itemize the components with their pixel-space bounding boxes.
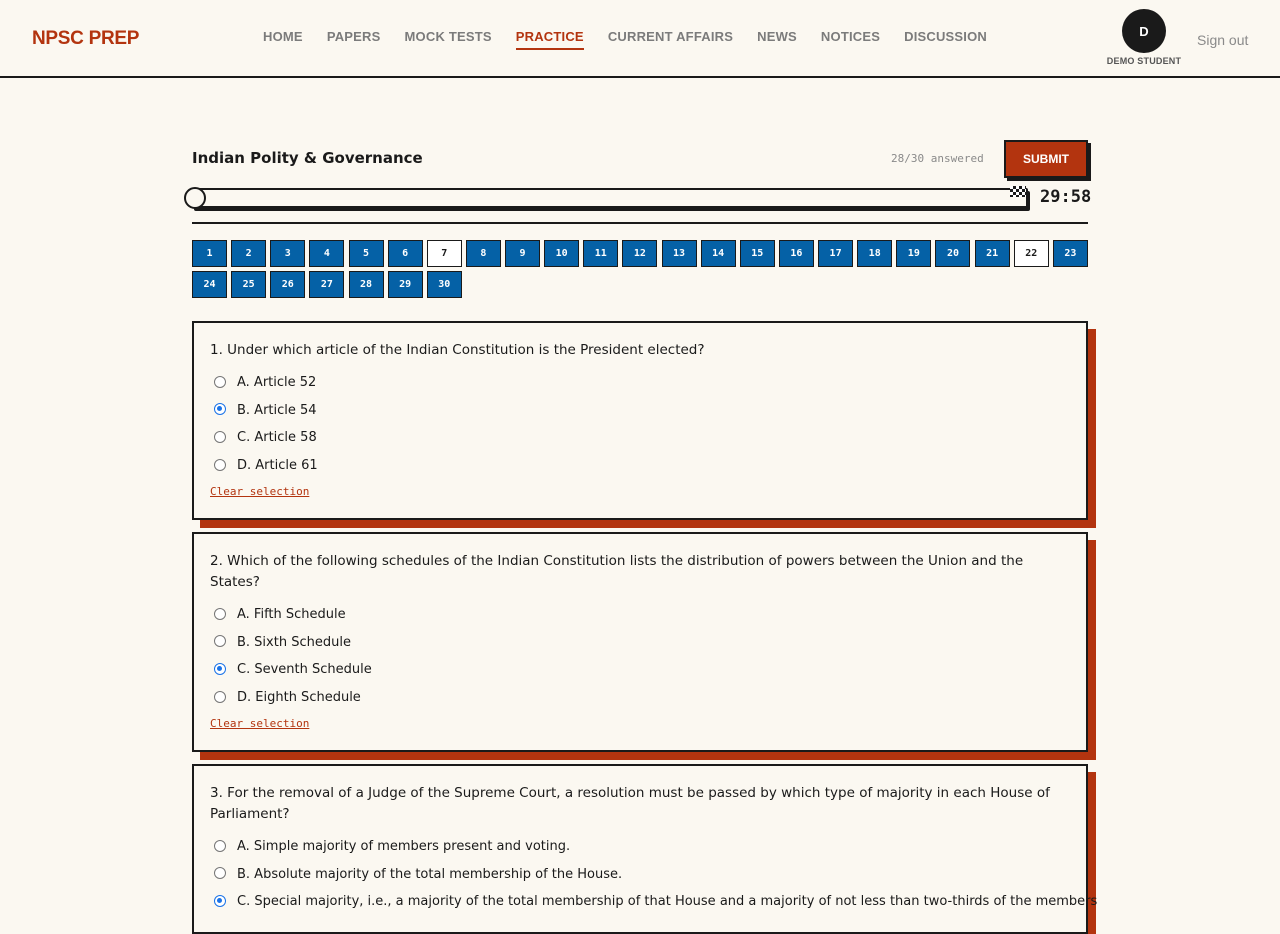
question-nav-button[interactable]: 28	[349, 271, 384, 298]
radio-button[interactable]	[214, 403, 226, 415]
option-label[interactable]: D. Article 61	[237, 458, 318, 474]
question-card	[192, 321, 1088, 520]
option-row[interactable]	[210, 601, 1070, 629]
option-label[interactable]: A. Simple majority of members present and voting.	[237, 839, 571, 855]
option-row[interactable]	[210, 452, 1070, 480]
quiz-title: Indian Polity & Governance	[192, 149, 423, 167]
question-nav-button[interactable]: 8	[466, 240, 501, 267]
option-row[interactable]	[210, 424, 1070, 452]
question-nav-button[interactable]: 15	[740, 240, 775, 267]
question-nav-button[interactable]: 4	[309, 240, 344, 267]
question-nav-button[interactable]: 23	[1053, 240, 1088, 267]
question-nav-button[interactable]: 9	[505, 240, 540, 267]
nav-practice[interactable]: PRACTICE	[516, 29, 584, 50]
user-name: DEMO STUDENT	[1106, 56, 1182, 66]
submit-button[interactable]: SUBMIT	[1004, 140, 1088, 178]
clear-selection-link[interactable]: Clear selection	[210, 485, 310, 499]
question-nav-button[interactable]: 5	[349, 240, 384, 267]
nav-notices[interactable]: NOTICES	[820, 29, 881, 44]
question-nav-button[interactable]: 20	[935, 240, 970, 267]
nav-current-affairs[interactable]: CURRENT AFFAIRS	[607, 29, 734, 44]
radio-button[interactable]	[214, 431, 226, 443]
question-nav-button[interactable]: 14	[701, 240, 736, 267]
option-label[interactable]: C. Special majority, i.e., a majority of the total membership of that House and a majority of not less than two-thirds of the members	[237, 894, 1098, 910]
option-row[interactable]	[210, 833, 1070, 861]
nav-discussion[interactable]: DISCUSSION	[904, 29, 988, 44]
question-nav-button[interactable]: 27	[309, 271, 344, 298]
question-nav-button[interactable]: 10	[544, 240, 579, 267]
option-label[interactable]: A. Fifth Schedule	[237, 607, 346, 623]
question-nav-button[interactable]: 12	[622, 240, 657, 267]
question-nav-button[interactable]: 30	[427, 271, 462, 298]
question-nav-button[interactable]: 26	[270, 271, 305, 298]
clear-selection-link[interactable]: Clear selection	[210, 717, 310, 731]
option-row[interactable]	[210, 397, 1070, 425]
question-nav-button[interactable]: 29	[388, 271, 423, 298]
question-nav-button[interactable]: 18	[857, 240, 892, 267]
option-row[interactable]	[210, 888, 1098, 916]
nav-papers[interactable]: PAPERS	[326, 29, 381, 44]
sign-out-link[interactable]: Sign out	[1197, 32, 1249, 48]
finish-flag-icon	[1010, 186, 1026, 197]
option-row[interactable]	[210, 369, 1070, 397]
question-nav-button[interactable]: 13	[662, 240, 697, 267]
nav-mock-tests[interactable]: MOCK TESTS	[404, 29, 492, 44]
question-nav-button[interactable]: 24	[192, 271, 227, 298]
question-nav-button[interactable]: 25	[231, 271, 266, 298]
question-text: 3. For the removal of a Judge of the Supreme Court, a resolution must be passed by which type of majority in each House of Parliament?	[210, 785, 1050, 822]
radio-button[interactable]	[214, 608, 226, 620]
radio-button[interactable]	[214, 840, 226, 852]
option-row[interactable]	[210, 656, 1070, 684]
question-nav-button[interactable]: 11	[583, 240, 618, 267]
radio-button[interactable]	[214, 635, 226, 647]
question-nav-button[interactable]: 6	[388, 240, 423, 267]
avatar[interactable]: D	[1122, 9, 1166, 53]
radio-button[interactable]	[214, 663, 226, 675]
question-nav-button[interactable]: 17	[818, 240, 853, 267]
question-nav-button[interactable]: 19	[896, 240, 931, 267]
nav-home[interactable]: HOME	[263, 29, 303, 44]
question-nav-button[interactable]: 7	[427, 240, 462, 267]
timer-track	[192, 188, 1028, 208]
question-text: 1. Under which article of the Indian Constitution is the President elected?	[210, 342, 705, 358]
question-nav-button[interactable]: 21	[975, 240, 1010, 267]
answered-count: 28/30 answered	[891, 152, 984, 165]
option-label[interactable]: A. Article 52	[237, 375, 317, 391]
radio-button[interactable]	[214, 691, 226, 703]
radio-button[interactable]	[214, 376, 226, 388]
radio-button[interactable]	[214, 867, 226, 879]
question-card	[192, 532, 1088, 752]
question-text: 2. Which of the following schedules of the Indian Constitution lists the distribution of powers between the Union and the States?	[210, 553, 1024, 590]
main-nav	[263, 29, 1011, 50]
nav-news[interactable]: NEWS	[757, 29, 797, 44]
option-label[interactable]: C. Article 58	[237, 430, 317, 446]
question-card	[192, 764, 1098, 934]
question-nav-button[interactable]: 16	[779, 240, 814, 267]
question-nav-button[interactable]: 3	[270, 240, 305, 267]
timer-display: 29:58	[1040, 187, 1092, 207]
option-row[interactable]	[210, 629, 1070, 657]
radio-button[interactable]	[214, 895, 226, 907]
question-nav-button[interactable]: 2	[231, 240, 266, 267]
option-label[interactable]: B. Article 54	[237, 402, 317, 418]
option-label[interactable]: D. Eighth Schedule	[237, 690, 361, 706]
timer-progress-knob	[184, 187, 206, 209]
question-nav-button[interactable]: 1	[192, 240, 227, 267]
brand-logo[interactable]: NPSC PREP	[32, 28, 140, 49]
option-row[interactable]	[210, 684, 1070, 712]
question-nav-button[interactable]: 22	[1014, 240, 1049, 267]
divider	[192, 222, 1088, 224]
option-label[interactable]: B. Sixth Schedule	[237, 634, 351, 650]
radio-button[interactable]	[214, 459, 226, 471]
option-label[interactable]: B. Absolute majority of the total membership of the House.	[237, 866, 623, 882]
option-row[interactable]	[210, 861, 1070, 889]
option-label[interactable]: C. Seventh Schedule	[237, 662, 372, 678]
top-navbar	[0, 0, 1280, 78]
